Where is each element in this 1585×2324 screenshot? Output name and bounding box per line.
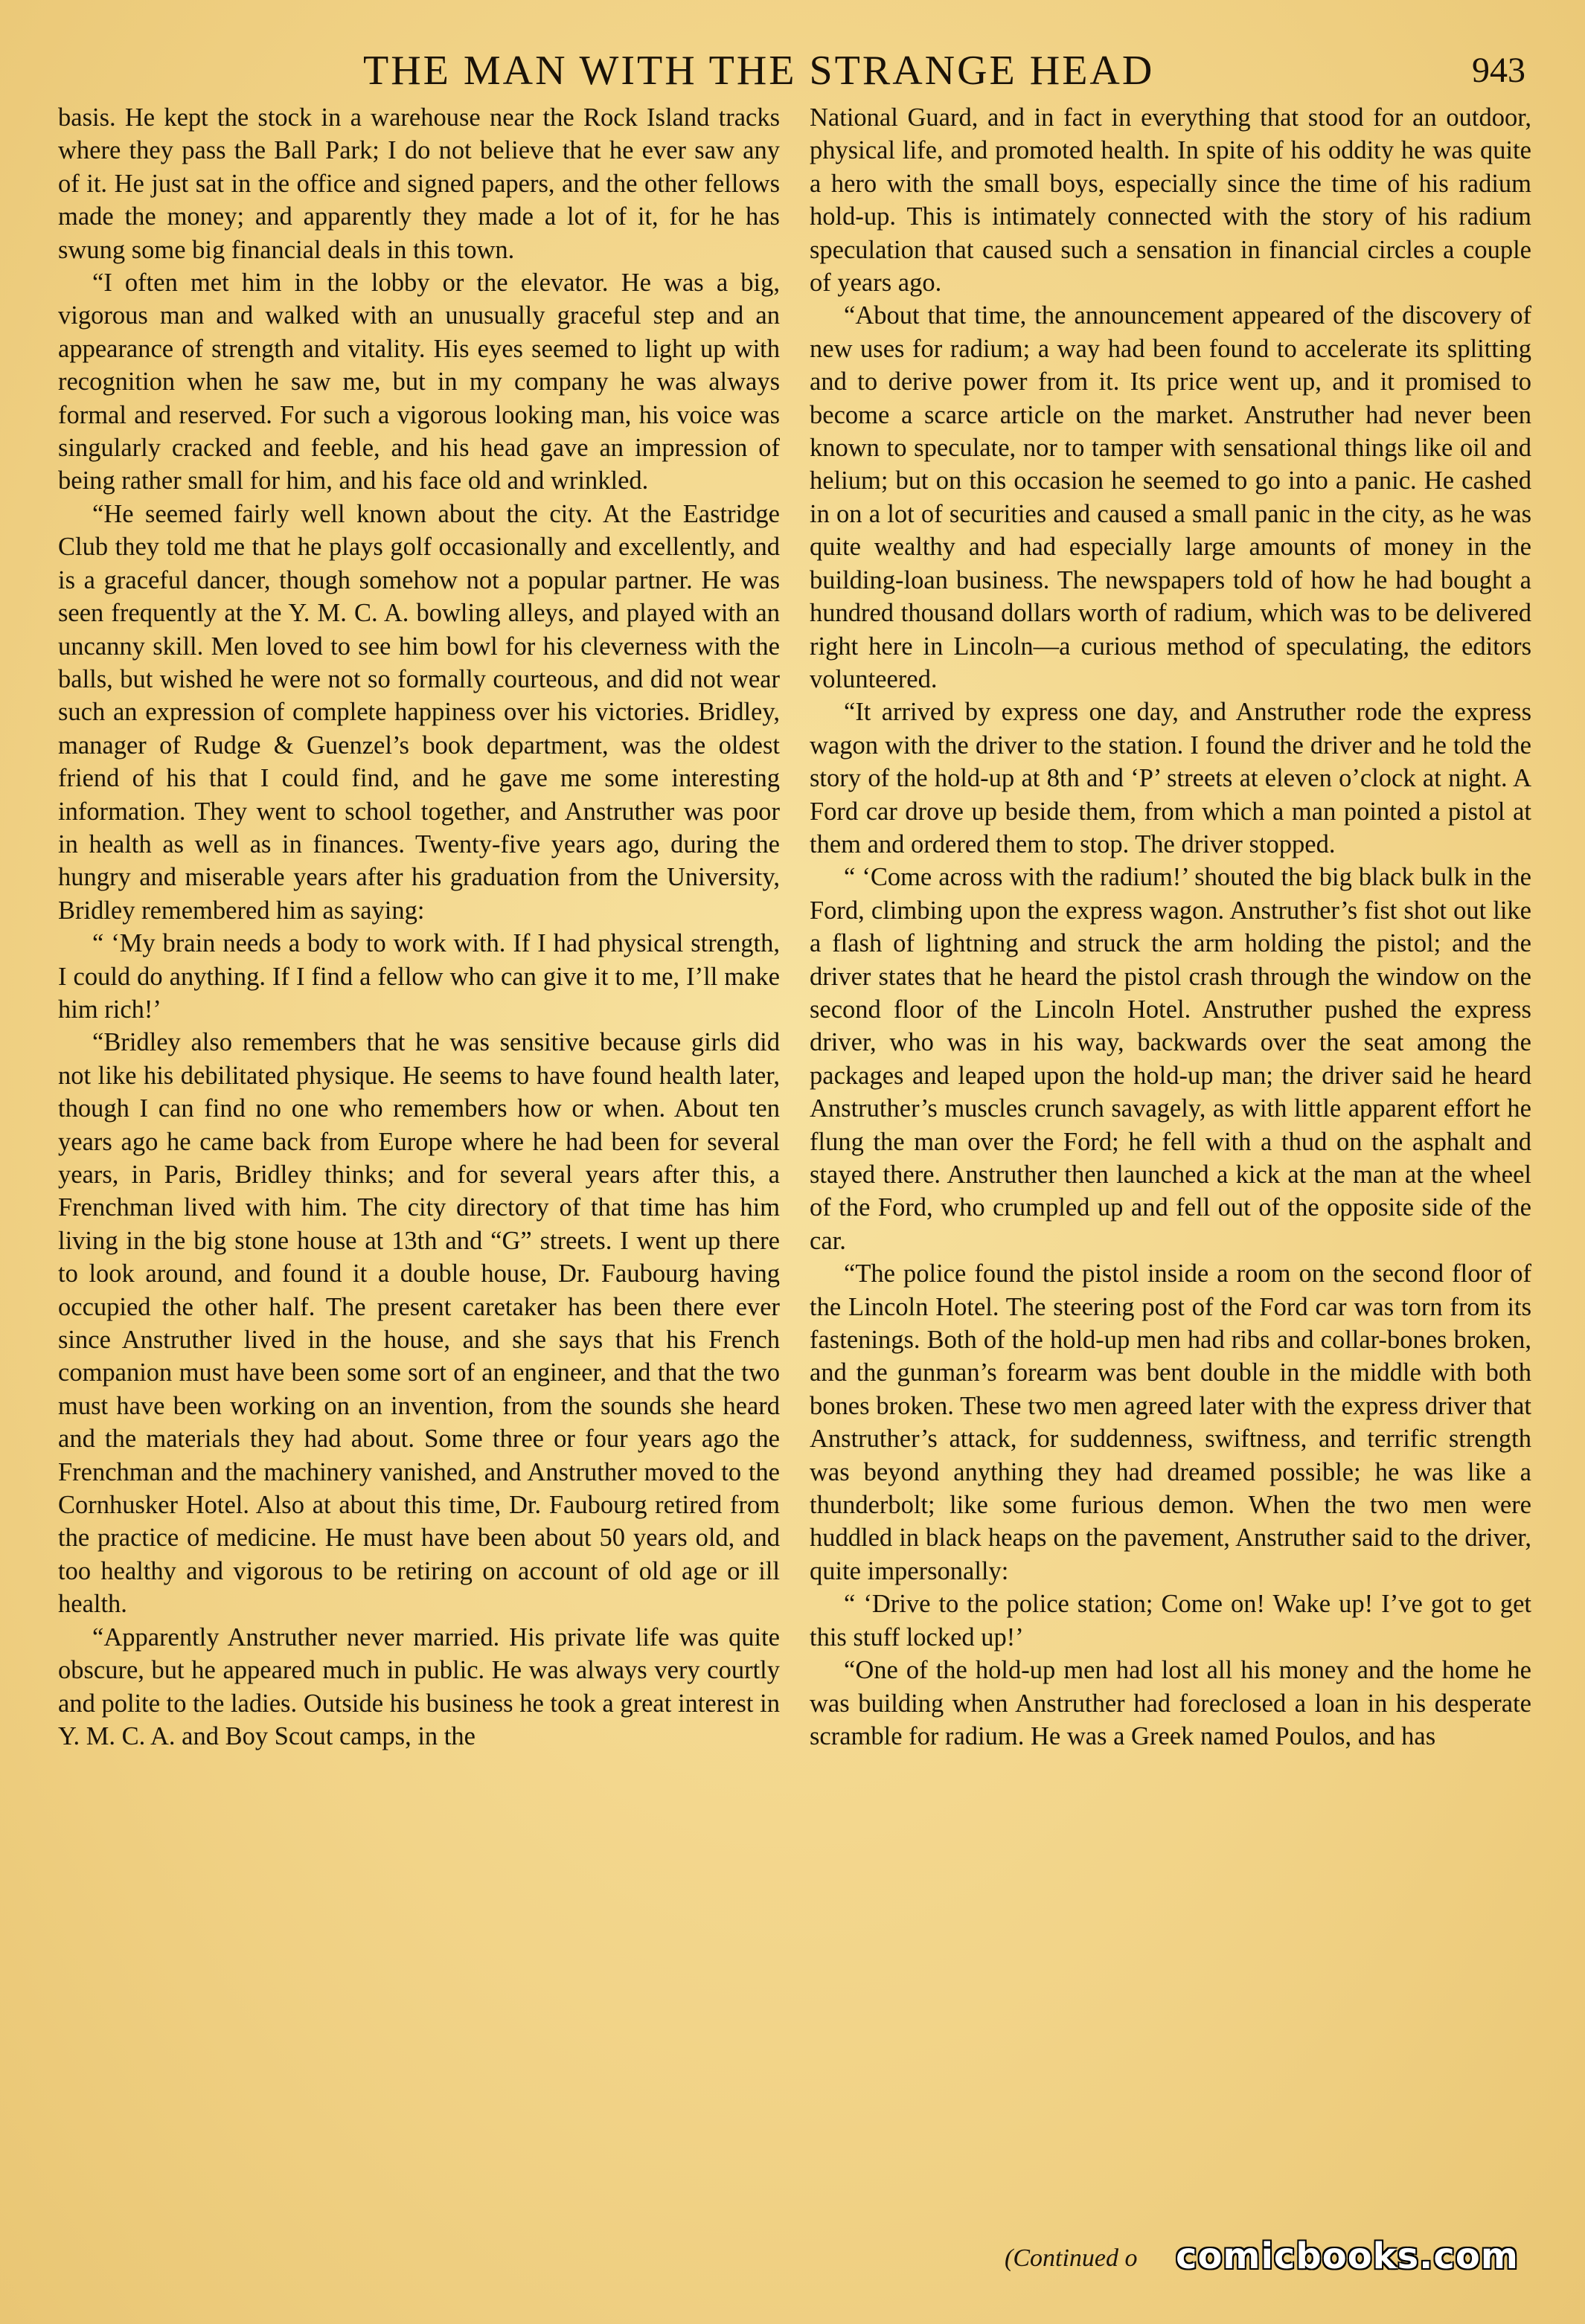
paragraph: “He seemed fairly well known about the city. At the Eastridge Club they told me that he plays golf occasionally and excellently, and is a graceful dancer, though somehow not a popular partner. He was seen frequently at the Y. M. C. A. bowling alleys, and played with an uncanny skill. Men loved to see him bowl for his cleverness with the balls, but wished he were not so formally courteous, and did not wear such an expression of complete happiness over his victories. Bridley, manager of Rudge & Guenzel’s book department, was the oldest friend of his that I could find, and he gave me some interesting information. They went to school together, and Anstruther was poor in health as well as in finances. Twenty-five years ago, during the hungry and miserable years after his graduation from the University, Bridley remembered him as saying: bbox=[58, 499, 780, 925]
paragraph: “About that time, the announcement appeared of the discovery of new uses for radium; a way had been found to accelerate its splitting and to derive power from it. Its price went up, and it promised to become a scarce article on the market. Anstruther had never been known to speculate, nor to tamper with sensational things like oil and helium; but on this occasion he seemed to go into a panic. He cashed in on a lot of securities and caused a small panic in the city, as he was quite wealthy and had especially large amounts of money in the building-loan business. The newspapers told of how he had bought a hundred thousand dollars worth of radium, which was to be delivered right here in Lincoln—a curious method of speculating, the editors volunteered. bbox=[810, 301, 1531, 693]
page-header bbox=[0, 45, 1585, 97]
paragraph: “One of the hold-up men had lost all his money and the home he was building when Anstruther had foreclosed a loan in his desperate scramble for radium. He was a Greek named Poulos, and has bbox=[810, 1656, 1531, 1750]
watermark: comicbooks.com bbox=[1176, 2235, 1519, 2277]
paragraph: “Bridley also remembers that he was sensitive because girls did not like his debilitated physique. He seems to have found health later, though I can find no one who remembers how or when. About ten years ago he came back from Europe where he had been for several years, in Paris, Bridley thinks; and for several years after this, a Frenchman lived with him. The city directory of that time has him living in the big stone house at 13th and “G” streets. I went up there to look around, and found it a double house, Dr. Faubourg having occupied the other half. The present caretaker has been there ever since Anstruther lived in the house, and she says that his French companion must have been some sort of an engineer, and that the two must have been working on an invention, from the sounds she heard and the materials they had about. Some three or four years ago the Frenchman and the machinery vanished, and Anstruther moved to the Cornhusker Hotel. Also at about this time, Dr. Faubourg retired from the practice of medicine. He must have been about 50 years old, and too healthy and vigorous to be retiring on account of old age or ill health. bbox=[58, 1028, 780, 1619]
page-number: 943 bbox=[1472, 51, 1525, 90]
continued-note: (Continued o bbox=[1005, 2244, 1138, 2272]
running-title: THE MAN WITH THE STRANGE HEAD bbox=[363, 48, 1155, 94]
paragraph: “It arrived by express one day, and Anstruther rode the express wagon with the driver to the station. I found the driver and he told the story of the hold-up at 8th and ‘P’ streets at eleven o’clock at night. A Ford car drove up beside them, from which a man pointed a pistol at them and ordered them to stop. The driver stopped. bbox=[810, 698, 1531, 858]
paragraph: “The police found the pistol inside a room on the second floor of the Lincoln Hotel. The steering post of the Ford car was torn from its fastenings. Both of the hold-up men had ribs and collar-bones broken, and the gunman’s forearm was bent double in the middle with both bones broken. These two men agreed later with the express driver that Anstruther’s attack, for suddenness, swiftness, and terrific strength was beyond anything they had dreamed possible; he was like a thunderbolt; like some furious demon. When the two men were huddled in black heaps on the pavement, Anstruther said to the driver, quite impersonally: bbox=[810, 1259, 1531, 1585]
paragraph: “Apparently Anstruther never married. His private life was quite obscure, but he appeared much in public. He was always very courtly and polite to the ladies. Outside his business he took a great interest in Y. M. C. A. and Boy Scout camps, in the bbox=[58, 1622, 780, 1750]
paragraph: “ ‘Drive to the police station; Come on! Wake up! I’ve got to get this stuff locked up!’ bbox=[810, 1590, 1531, 1651]
paragraph: “ ‘Come across with the radium!’ shouted the big black bulk in the Ford, climbing upon the express wagon. Anstruther’s fist shot out like a flash of lightning and struck the arm holding the pistol; and the driver states that he heard the pistol crash through the window on the second floor of the Lincoln Hotel. Anstruther pushed the express driver, who was in his way, backwards over the seat among the packages and leaped upon the hold-up man; the driver said he heard Anstruther’s muscles crunch savagely, as with little apparent effort he flung the man over the Ford; he fell with a thud on the asphalt and stayed there. Anstruther then launched a kick at the man at the wheel of the Ford, who crumpled up and fell out of the opposite side of the car. bbox=[810, 863, 1531, 1255]
left-column bbox=[58, 101, 780, 2292]
paragraph: “I often met him in the lobby or the elevator. He was a big, vigorous man and walked with an unusually graceful step and an appearance of strength and vitality. His eyes seemed to light up with recognition when he saw me, but in my company he was always formal and reserved. For such a vigorous looking man, his voice was singularly cracked and feeble, and his head gave an impression of being rather small for him, and his face old and wrinkled. bbox=[58, 269, 780, 495]
paragraph: basis. He kept the stock in a warehouse near the Rock Island tracks where they pass the Ball Park; I do not believe that he ever saw any of it. He just sat in the office and signed papers, and the other fellows made the money; and apparently they made a lot of it, for he has swung some big financial deals in this town. bbox=[58, 103, 780, 264]
right-column bbox=[810, 101, 1531, 2292]
paragraph: “ ‘My brain needs a body to work with. If I had physical strength, I could do anything. If I find a fellow who can give it to me, I’ll make him rich!’ bbox=[58, 929, 780, 1024]
paragraph: National Guard, and in fact in everything that stood for an outdoor, physical life, and promoted health. In spite of his oddity he was quite a hero with the small boys, especially since the time of his radium hold-up. This is intimately connected with the story of his radium speculation that caused such a sensation in financial circles a couple of years ago. bbox=[810, 103, 1531, 298]
